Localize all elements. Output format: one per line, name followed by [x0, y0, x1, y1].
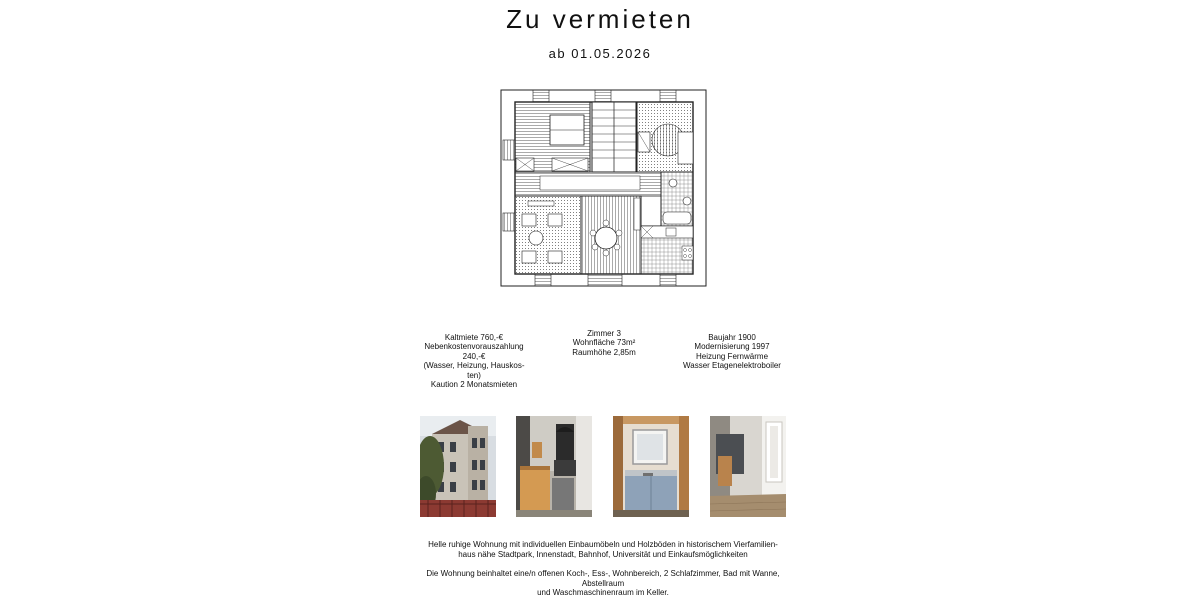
ceiling-height: Raumhöhe 2,85m [572, 347, 636, 357]
page-title: Zu vermieten [506, 4, 694, 34]
cold-rent: Kaltmiete 760,-€ [444, 333, 504, 342]
description-rooms [410, 569, 796, 598]
availability-date: ab 01.05.2026 [548, 46, 652, 61]
description-intro [410, 540, 796, 559]
utility-included-2: ten) [467, 370, 481, 380]
water-heater: Wasser Etagenelektroboiler [683, 361, 781, 371]
description-line: Abstellraum [581, 578, 625, 588]
description-line: Helle ruhige Wohnung mit individuellen Einbaumöbeln und Holzböden in historischem Vierfamilien- [428, 540, 778, 549]
utility-advance-label: Nebenkostenvorauszahlung [424, 342, 524, 352]
kitchen-oven-photo [516, 416, 592, 517]
utility-included-1: (Wasser, Heizung, Hauskos- [423, 361, 525, 371]
apartment-details [556, 329, 652, 357]
kitchen-sink-mirror-photo [613, 416, 689, 517]
living-area: Wohnfläche 73m² [572, 338, 636, 348]
description-line: Die Wohnung beinhaltet eine/n offenen Koch-, Ess-, Wohnbereich, 2 Schlafzimmer, Bad mit Wanne, [426, 569, 780, 578]
rent-details [418, 333, 530, 389]
description-line: und Waschmaschinenraum im Keller. [537, 588, 669, 598]
deposit: Kaution 2 Monatsmieten [430, 380, 518, 390]
hallway-door-photo [710, 416, 786, 517]
heating: Heizung Fernwärme [695, 351, 769, 361]
description-line: haus nähe Stadtpark, Innenstadt, Bahnhof, Universität und Einkaufsmöglichkeiten [458, 549, 748, 559]
floor-plan-drawing [500, 88, 710, 290]
utility-advance-amount: 240,-€ [462, 351, 486, 361]
building-details [676, 333, 788, 371]
building-exterior-photo [420, 416, 496, 517]
rooms: Zimmer 3 [587, 329, 621, 338]
construction-year: Baujahr 1900 [708, 333, 756, 342]
modernization: Modernisierung 1997 [694, 342, 770, 352]
